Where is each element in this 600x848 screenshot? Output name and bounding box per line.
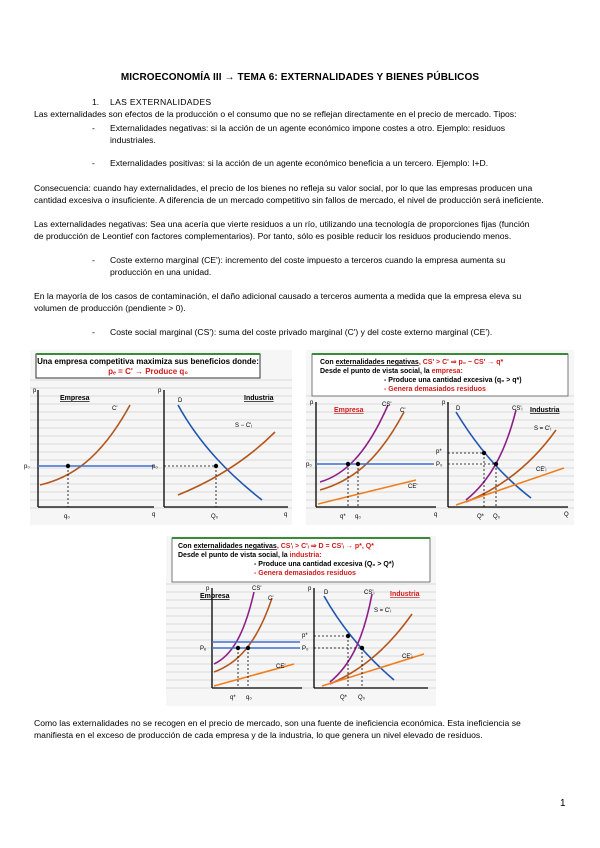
type-negative-line2: industriales. <box>110 135 156 145</box>
figure-competitive-firm <box>24 350 292 525</box>
fig3-right-cs-label: CS'ᵢ <box>364 590 375 596</box>
fig2-right-pstar-label: p* <box>436 449 442 455</box>
negative-line2: de producción de Leontief con factores complementarios). Por tanto, sólo es posible reducir los residuos produciendo menos. <box>34 231 512 241</box>
bullet-dash: - <box>92 123 95 133</box>
fig2-left-c-label: C' <box>400 408 406 414</box>
fig2-left-ce-label: CE' <box>408 484 418 490</box>
fig3-left-q0-label: q₀ <box>246 695 252 701</box>
fig3-left-ce-label: CE' <box>276 664 286 670</box>
fig2-industry-market-equilibrium <box>494 462 498 466</box>
fig2-box-line3: - Produce una cantidad excesiva (q₀ > q*) <box>384 377 522 384</box>
fig3-right-ce-label: CE'ᵢ <box>402 654 413 660</box>
fig3-right-p-label: p <box>308 586 312 592</box>
fig3-left-qstar-label: q* <box>230 695 236 701</box>
fig1-right-qty-label: Q₀ <box>211 514 219 520</box>
fig3-right-qstar-label: Q* <box>340 695 348 701</box>
fig3-industry-social-optimum <box>346 634 350 638</box>
figure-negative-externality-firm <box>306 350 574 525</box>
page-number: 1 <box>560 798 566 809</box>
final-line1: Como las externalidades no se recogen en el precio de mercado, son una fuente de ineficiencia económica. Esta ineficiencia se <box>34 718 521 728</box>
ce-def-line1: Coste externo marginal (CE'): incremento del coste impuesto a terceros cuando la empresa aumenta su <box>110 255 506 265</box>
fig1-left-title: Empresa <box>60 395 90 402</box>
fig2-social-optimum <box>346 462 350 466</box>
fig2-right-title: Industria <box>530 407 560 414</box>
cs-def: Coste social marginal (CS'): suma del coste privado marginal (C') y del coste externo marginal (CE'). <box>110 327 493 337</box>
fig2-left-price-label: p₀ <box>306 462 312 468</box>
fig3-right-p0-label: P₀ <box>302 646 309 652</box>
fig2-right-q-label: Q <box>564 512 569 518</box>
bullet-dash: - <box>92 158 95 168</box>
fig3-left-p-label: p <box>206 586 210 592</box>
fig2-industry-social-optimum <box>482 451 486 455</box>
fig2-left-q0-label: q₀ <box>355 514 361 520</box>
fig2-supply-label: S = C'ᵢ <box>534 426 552 432</box>
fig3-right-pstar-label: p* <box>302 633 308 639</box>
ce-def-line2: producción en una unidad. <box>110 267 212 277</box>
fig2-left-qstar-label: q* <box>340 514 346 520</box>
fig1-left-price-label: p₀ <box>24 464 30 470</box>
bullet-dash: - <box>92 255 95 265</box>
type-positive-line1: Externalidades positivas: si la acción de un agente económico beneficia a un tercero. Ejemplo: I+D. <box>110 158 489 168</box>
fig2-right-p0-label: P₀ <box>436 462 443 468</box>
figure-negative-externality-industry <box>166 536 436 706</box>
fig1-box-line1: Una empresa competitiva maximiza sus beneficios donde: <box>37 357 259 366</box>
fig1-box-line2: pₑ = C' → Produce q₀ <box>108 367 188 376</box>
intro-text: Las externalidades son efectos de la producción o el consumo que no se reflejan directamente en el precio de mercado. Tipos: <box>34 109 517 119</box>
contamination-line2: volumen de producción (pendiente > 0). <box>34 303 186 313</box>
type-negative-line1: Externalidades negativas: si la acción de un agente económico impone costes a otro. Ejemplo: residuos <box>110 123 506 133</box>
fig3-left-cs-label: CS' <box>252 586 262 592</box>
fig3-left-c-label: C' <box>268 596 274 602</box>
fig3-demand-label: D <box>324 590 329 596</box>
fig2-demand-label: D <box>456 406 461 412</box>
consequence-line2: cantidad excesiva o insuficiente. A diferencia de un mercado competitivo sin fallos de mercado, el nivel de producción será ineficiente. <box>34 195 544 205</box>
fig1-left-qty-label: q₀ <box>64 514 70 520</box>
fig2-right-p-label: p <box>442 400 446 406</box>
fig3-supply-label: S = C'ᵢ <box>374 608 392 614</box>
page-title: MICROECONOMÍA III → TEMA 6: EXTERNALIDADES Y BIENES PÚBLICOS <box>120 72 480 83</box>
negative-line1: Las externalidades negativas: Sea una acería que vierte residuos a un río, utilizando una tecnología de proporciones fijas (función <box>34 219 530 229</box>
bullet-dash: - <box>92 327 95 337</box>
fig3-box-line3: - Produce una cantidad excesiva (Q₀ > Q*) <box>254 561 394 568</box>
contamination-line1: En la mayoría de los casos de contaminación, el daño adicional causado a terceros aumenta a medida que la empresa eleva su <box>34 291 522 301</box>
fig3-firm-social-optimum <box>236 646 240 650</box>
fig2-right-q0-label: Q₀ <box>493 514 501 520</box>
section-heading: LAS EXTERNALIDADES <box>110 97 212 107</box>
fig2-left-p-label: p <box>310 400 314 406</box>
fig2-private-optimum <box>356 462 360 466</box>
fig3-right-title: Industria <box>390 591 420 598</box>
section-number: 1. <box>92 97 100 107</box>
fig3-firm-private-optimum <box>246 646 250 650</box>
fig1-demand-label: D <box>178 398 183 404</box>
fig1-left-q-label: q <box>152 512 156 518</box>
fig1-supply-label: S − C'ᵢ <box>235 423 253 429</box>
fig1-right-p-label: p <box>158 388 162 394</box>
fig2-left-title: Empresa <box>334 407 364 414</box>
fig2-right-qstar-label: Q* <box>477 514 485 520</box>
fig3-box-line1: Con externalidades negativas, CS'ᵢ > C'ᵢ ⇒ D = CS'ᵢ → p*, Q* <box>178 543 374 550</box>
fig1-right-title: Industria <box>244 395 274 402</box>
fig1-left-c-label: C' <box>112 406 118 412</box>
fig3-box-line4: - Genera demasiados residuos <box>254 570 356 577</box>
fig3-box-line2: Desde el punto de vista social, la industria: <box>178 552 322 559</box>
fig1-market-equilibrium <box>214 464 218 468</box>
fig2-right-cs-label: CS'ᵢ <box>512 406 523 412</box>
fig3-right-q0-label: Q₀ <box>358 695 366 701</box>
fig2-box-line1: Con externalidades negativas, CS' > C' ⇒ p₀ − CS' → q* <box>320 359 504 366</box>
fig2-left-q-label: q <box>434 512 438 518</box>
fig2-left-cs-label: CS' <box>382 402 392 408</box>
fig2-right-ce-label: CE'ᵢ <box>536 467 547 473</box>
fig1-left-p-label: p <box>33 388 37 394</box>
fig2-box-line2: Desde el punto de vista social, la empresa: <box>320 368 463 375</box>
fig3-left-price-label: Pₑ <box>200 646 207 652</box>
fig3-industry-market-equilibrium <box>360 646 364 650</box>
fig2-box-line4: - Genera demasiados residuos <box>384 386 486 393</box>
fig1-right-q-label: q <box>284 512 288 518</box>
fig1-right-price-label: p₀ <box>152 464 158 470</box>
fig1-firm-equilibrium <box>66 464 70 468</box>
final-line2: manifiesta en el exceso de producción de cada empresa y de la industria, lo que genera un nivel elevado de residuos. <box>34 730 483 740</box>
consequence-line1: Consecuencia: cuando hay externalidades, el precio de los bienes no refleja su valor social, por lo que las empresas producen una <box>34 183 533 193</box>
fig3-left-title: Empresa <box>200 593 230 600</box>
